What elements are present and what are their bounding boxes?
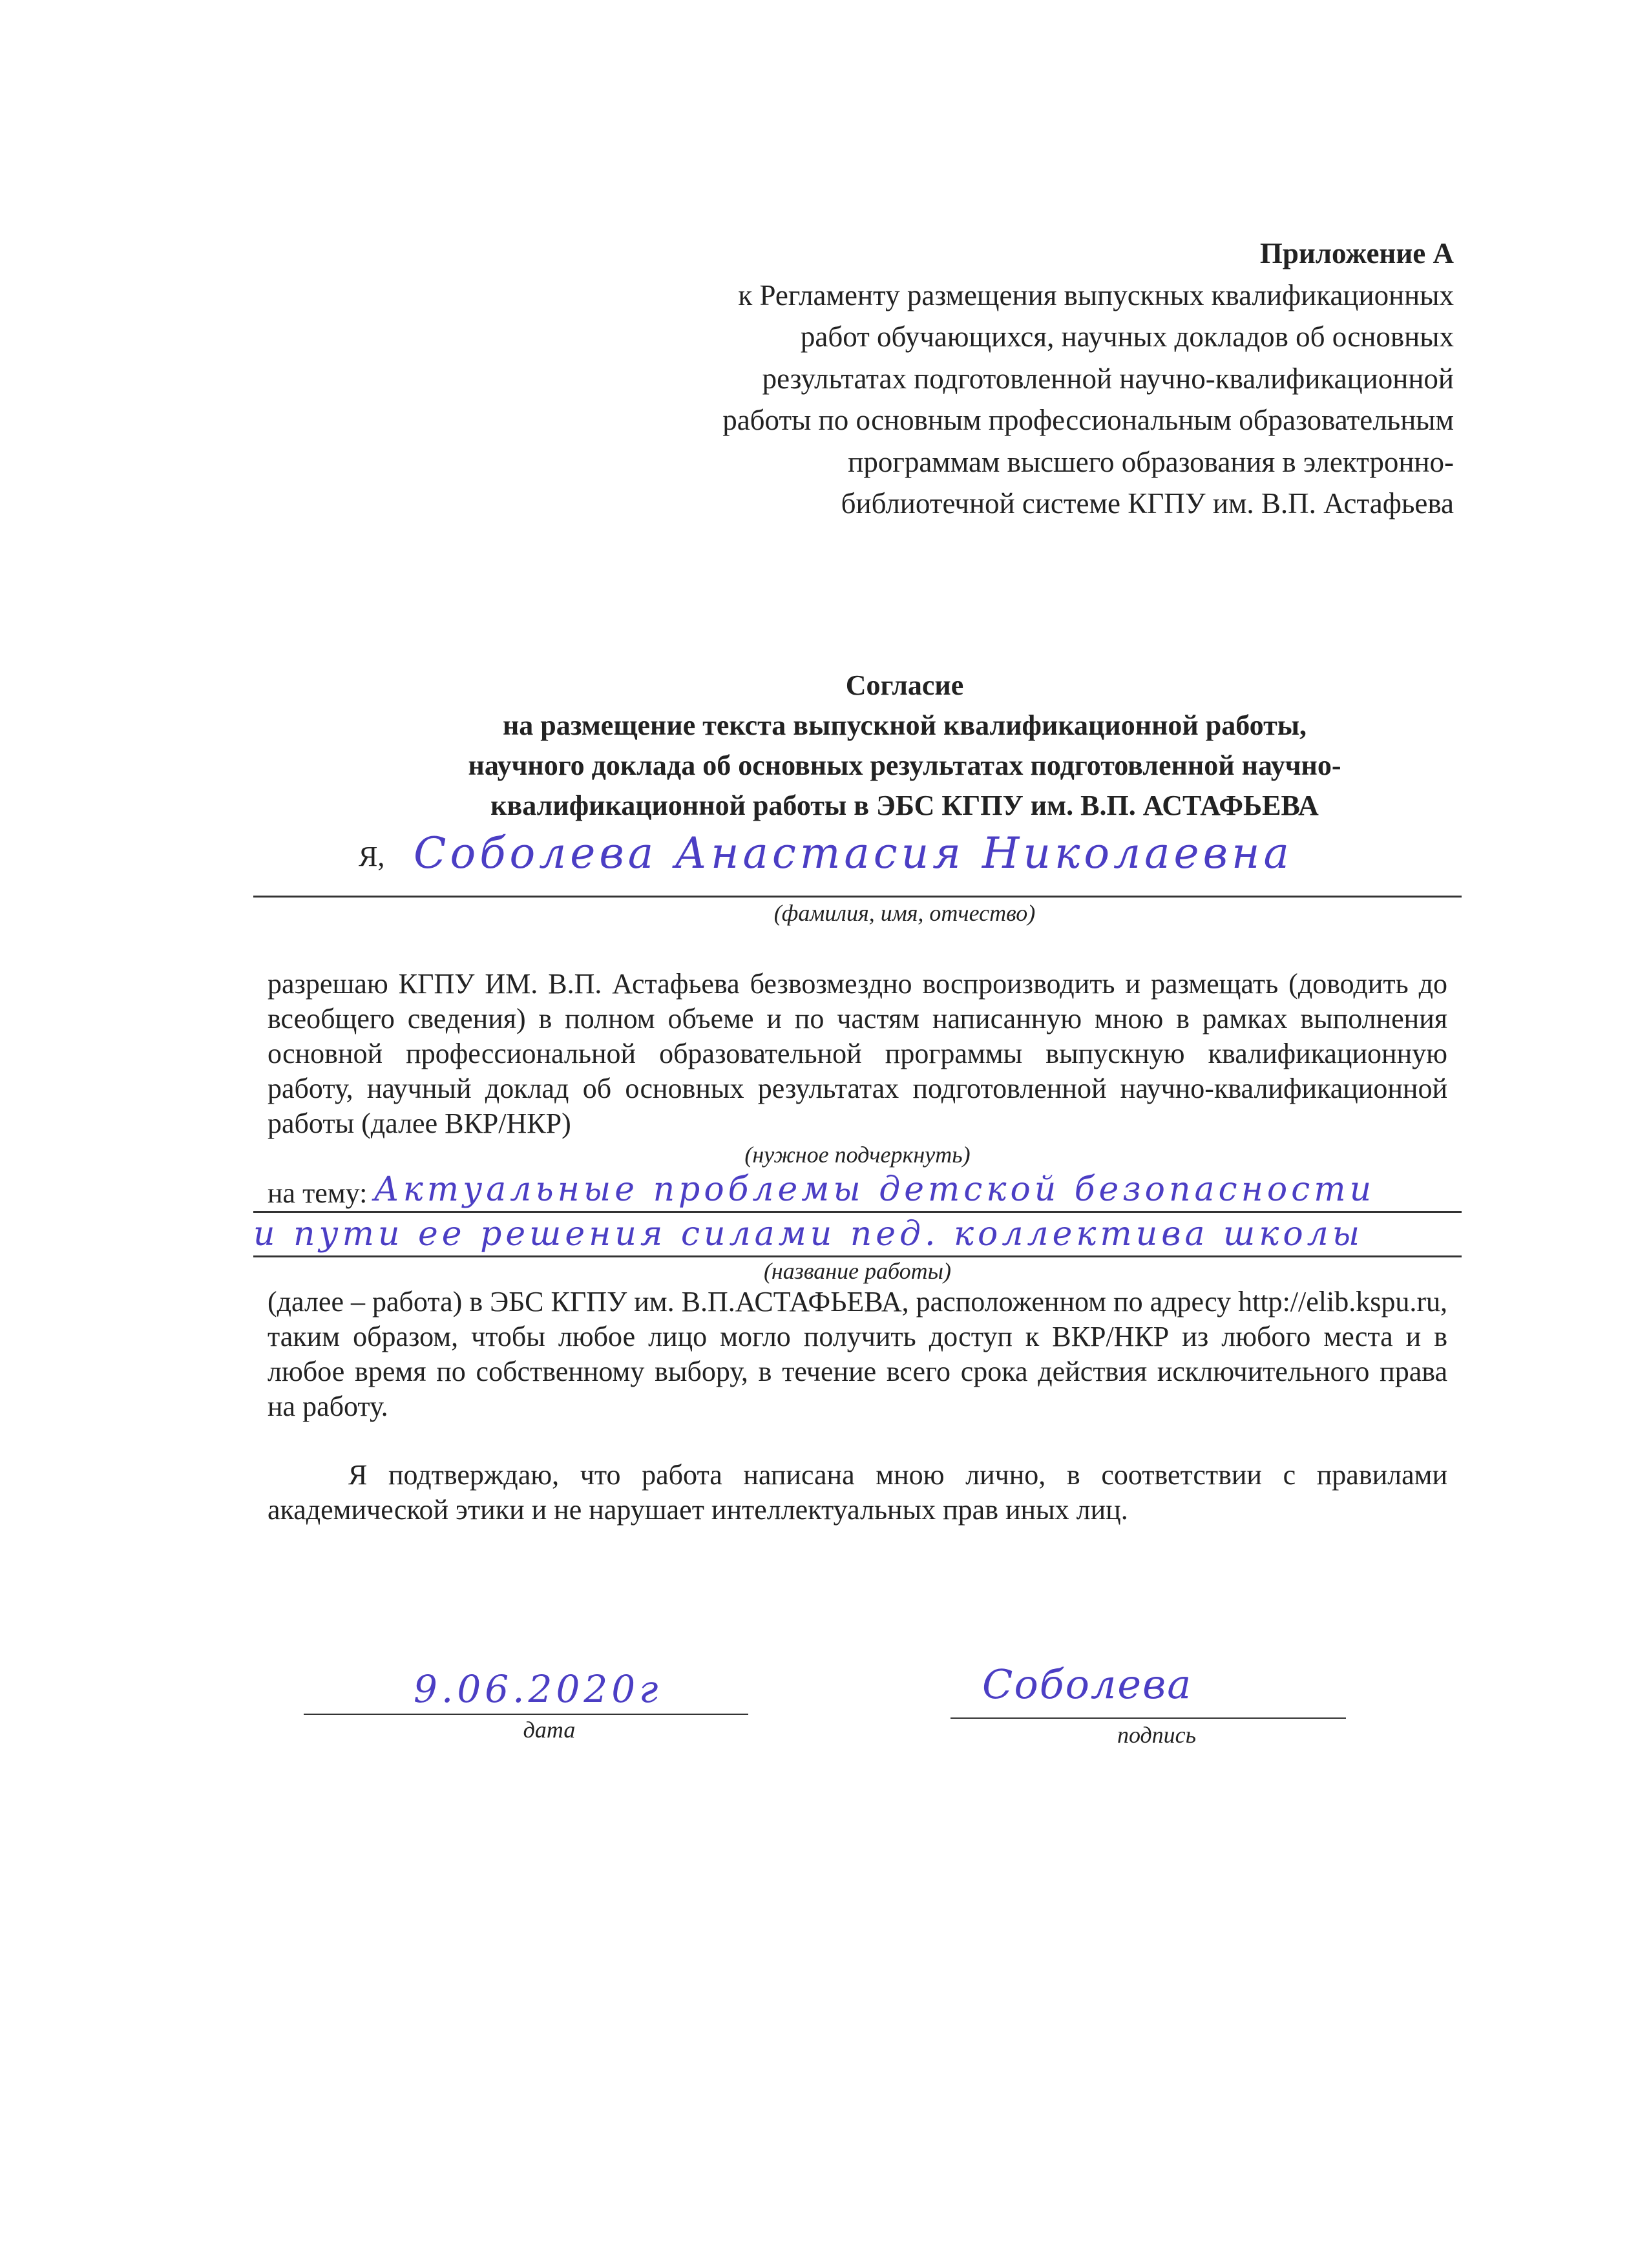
topic-line-1: Актуальные проблемы детской безопасности: [373, 1170, 1376, 1209]
appendix-line: программам высшего образования в электронно-: [848, 445, 1454, 478]
consent-body: [253, 967, 1462, 1528]
placement-paragraph: [268, 1285, 1447, 1424]
title-line: научного доклада об основных результатах подготовленной научно-: [468, 750, 1341, 781]
date-caption: дата: [523, 1717, 576, 1743]
name-prefix: Я,: [359, 841, 385, 872]
permission-paragraph: [268, 967, 1447, 1141]
topic-prefix: на тему:: [268, 1177, 368, 1209]
title-line: на размещение текста выпускной квалификационной работы,: [502, 709, 1307, 741]
name-caption: (фамилия, имя, отчество): [773, 900, 1036, 926]
topic-caption: (название работы): [763, 1258, 952, 1284]
appendix-line: библиотечной системе КГПУ им. В.П. Астафьева: [841, 487, 1454, 520]
document-title: [258, 666, 1551, 826]
confirmation-text: Я подтверждаю, что работа написана мною лично, в соответствии с правилами академической этики и не нарушает интеллектуальных прав иных лиц.: [268, 1459, 1447, 1526]
topic-line-2: и пути ее решения силами пед. коллектива школы: [253, 1215, 1364, 1254]
underline-caption: (нужное подчеркнуть): [744, 1142, 971, 1168]
date-underline: [304, 1714, 748, 1715]
topic-row-1: [253, 1168, 1462, 1213]
appendix-header: [485, 233, 1454, 525]
date-handwritten: 9.06.2020г: [414, 1667, 662, 1711]
permission-text: разрешаю КГПУ ИМ. В.П. Астафьева безвозмездно воспроизводить и размещать (доводить до всеобщего сведения) в полном объеме и по частям написанную мною в рамках выполнения основной профессиональной образовательной программы выпускную квалификационную работу, научный доклад об основных результатах подготовленной научно-квалификационной работы (далее ВКР/НКР): [268, 968, 1447, 1139]
confirmation-paragraph: [268, 1458, 1447, 1528]
appendix-line: к Регламенту размещения выпускных квалификационных: [738, 278, 1454, 311]
signature-underline: [951, 1717, 1346, 1719]
title-line: Согласие: [845, 669, 964, 701]
signature: Соболева: [982, 1661, 1193, 1708]
placement-text: (далее – работа) в ЭБС КГПУ им. В.П.АСТАФЬЕВА, расположенном по адресу http://elib.kspu.ru, таким образом, чтобы любое лицо могло получить доступ к ВКР/НКР из любого места и в любое время по собственному выбору, в течение всего срока действия исключительного права на работу.: [268, 1286, 1447, 1422]
appendix-heading: Приложение А: [1259, 237, 1454, 269]
appendix-line: работ обучающихся, научных докладов об основных: [800, 320, 1454, 353]
name-handwritten: Соболева Анастасия Николаевна: [414, 828, 1293, 878]
appendix-line: работы по основным профессиональным образовательным: [722, 404, 1454, 436]
name-underline: [253, 896, 1462, 898]
title-line: квалификационной работы в ЭБС КГПУ им. В.П. АСТАФЬЕВА: [490, 790, 1319, 821]
appendix-line: результатах подготовленной научно-квалификационной: [762, 362, 1454, 395]
signature-caption: подпись: [1117, 1722, 1197, 1748]
topic-row-2: [253, 1213, 1462, 1257]
